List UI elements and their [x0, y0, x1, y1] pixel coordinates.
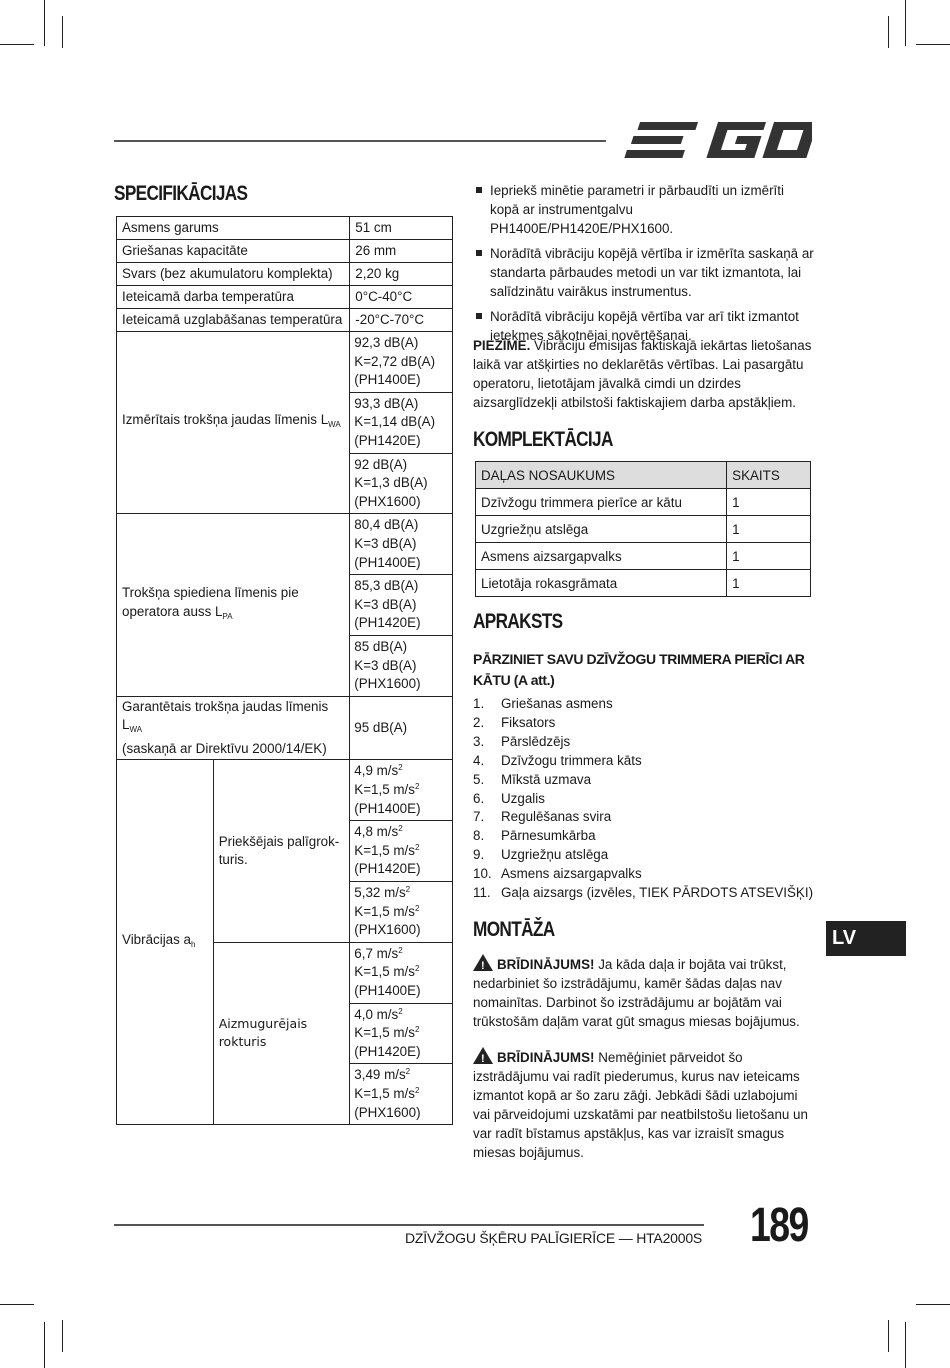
- noise-value: 93,3 dB(A) K=1,14 dB(A) (PH1420E): [350, 392, 453, 453]
- spec-label: Ieteicamā uzglabāšanas temperatūra: [117, 309, 350, 332]
- language-tab: LV: [826, 921, 906, 956]
- spec-notes-list: [475, 181, 815, 351]
- vibration-value: 4,8 $m/s^2$ K=1,5 $m/s^2$ (PH1420E): [350, 821, 453, 882]
- kit-table: [475, 461, 811, 597]
- spec-table: [116, 216, 453, 1125]
- list-item: Norādītā vibrāciju kopējā vērtība var arī tikt izmantot ietekmes sākotnējai novērtēšanai.: [475, 307, 815, 345]
- warning-icon: [473, 954, 493, 971]
- note-label: PIEZĪME.: [473, 338, 531, 353]
- spec-label: Svars (bez akumulatoru komplekta): [117, 263, 350, 286]
- list-item: Norādītā vibrāciju kopējā vērtība ir izmērīta saskaņā ar standarta pārbaudes metodi un var tikt izmantota, lai salīdzinātu vairākus instrumentus.: [475, 244, 815, 301]
- front-handle-label: Priekšējais palīgrok-turis.: [213, 760, 350, 942]
- spec-title: SPECIFIKĀCIJAS: [114, 182, 248, 205]
- list-item: 7. Regulēšanas svira: [473, 809, 612, 825]
- table-row: [476, 570, 811, 597]
- header-rule: [114, 140, 606, 142]
- list-item: 4. Dzīvžogu trimmera kāts: [473, 752, 642, 768]
- spec-label: Asmens garums: [117, 217, 350, 240]
- pressure-value: 85 dB(A) K=3 dB(A) (PHX1600): [350, 635, 453, 696]
- list-item: 6. Uzgalis: [473, 790, 545, 806]
- spec-label: Ieteicamā darba temperatūra: [117, 286, 350, 309]
- table-row: [476, 543, 811, 570]
- noise-value: 92 dB(A) K=1,3 dB(A) (PHX1600): [350, 453, 453, 514]
- note-paragraph: [473, 336, 813, 412]
- crop-mark: [62, 1320, 63, 1352]
- list-item: 8. Pārnesumkārba: [473, 828, 596, 844]
- rear-handle-label: Aizmugurējais rokturis: [213, 942, 350, 1124]
- table-row: [476, 516, 811, 543]
- kit-item: Uzgriežņu atslēga: [476, 516, 727, 543]
- kit-item: Asmens aizsargapvalks: [476, 543, 727, 570]
- crop-mark: [44, 0, 45, 46]
- spec-value: 2,20 kg: [350, 263, 453, 286]
- warning-1: [473, 954, 818, 1031]
- table-row: [117, 263, 453, 286]
- list-item: 5. Mīkstā uzmava: [473, 771, 592, 787]
- crop-mark: [888, 16, 889, 48]
- kit-qty: 1: [727, 543, 811, 570]
- vibration-value: 6,7 $m/s^2$ K=1,5 $m/s^2$ (PH1400E): [350, 942, 453, 1003]
- table-header: [476, 462, 811, 489]
- warning-2: [473, 1047, 818, 1162]
- note-text: Vibrāciju emisijas faktiskajā iekārtas lietošanas laikā var atšķirties no deklarētās vērtības. Lai pasargātu operatoru, lietotājam jāvalkā cimdi un dzirdes aizsarglīdzekļi atbilstoši faktiskajiem darba apstākļiem.: [473, 338, 812, 410]
- apraksts-title: APRAKSTS: [473, 610, 563, 633]
- page-number: 189: [750, 1199, 808, 1252]
- noise-label-text: Izmērītais trokšņa jaudas līmenis L: [122, 411, 329, 427]
- table-row: [117, 760, 453, 821]
- parts-list: [473, 695, 813, 903]
- guaranteed-value: 95 dB(A): [350, 696, 453, 760]
- crop-mark: [0, 44, 34, 45]
- spec-value: 26 mm: [350, 240, 453, 263]
- table-row: [117, 332, 453, 393]
- list-item: 2. Fiksators: [473, 714, 556, 730]
- table-row: [117, 696, 453, 760]
- crop-mark: [0, 1304, 34, 1305]
- kit-qty: 1: [727, 570, 811, 597]
- table-row: [117, 240, 453, 263]
- column-header: DAĻAS NOSAUKUMS: [476, 462, 727, 489]
- kit-qty: 1: [727, 516, 811, 543]
- guaranteed-label: Garantētais trokšņa jaudas līmenis $L_{WA}$ (saskaņā ar Direktīvu 2000/14/EK): [117, 696, 350, 760]
- crop-mark: [62, 16, 63, 48]
- kit-item: Dzīvžogu trimmera pierīce ar kātu: [476, 489, 727, 516]
- list-item: 3. Pārslēdzējs: [473, 733, 571, 749]
- spec-value: 51 cm: [350, 217, 453, 240]
- table-row: [476, 489, 811, 516]
- footer-rule: [114, 1224, 704, 1226]
- apraksts-subtitle: PĀRZINIET SAVU DZĪVŽOGU TRIMMERA PIERĪCI AR KĀTU (A att.): [473, 651, 805, 688]
- table-row: [117, 514, 453, 575]
- warning-icon: [473, 1047, 493, 1064]
- kit-item: Lietotāja rokasgrāmata: [476, 570, 727, 597]
- pressure-label: Trokšņa spiediena līmenis pie operatora auss $L_{PA}$: [117, 514, 350, 696]
- list-item: 10. Asmens aizsargapvalks: [473, 866, 642, 882]
- vibration-value: 4,9 $m/s^2$ K=1,5 $m/s^2$ (PH1400E): [350, 760, 453, 821]
- table-row: [117, 309, 453, 332]
- vibration-value: 3,49 $m/s^2$ K=1,5 $m/s^2$ (PHX1600): [350, 1064, 453, 1125]
- warning-label: BRĪDINĀJUMS!: [497, 957, 595, 972]
- list-item: 1. Griešanas asmens: [473, 696, 613, 711]
- table-row: [117, 286, 453, 309]
- spec-label: Griešanas kapacitāte: [117, 240, 350, 263]
- spec-value: 0°C-40°C: [350, 286, 453, 309]
- noise-label-sub: WA: [328, 419, 341, 429]
- column-header: SKAITS: [727, 462, 811, 489]
- crop-mark: [916, 1304, 950, 1305]
- spec-value: -20°C-70°C: [350, 309, 453, 332]
- kit-qty: 1: [727, 489, 811, 516]
- warning-text: Nemēģiniet pārveidot šo izstrādājumu vai radīt piederumus, kurus nav ieteicams izmantot kopā ar šo zaru zāģi. Jebkādi šādi uzlabojumi vai pārveidojumi uzskatāmi par neatbilstošu lietošanu un var radīt bīstamus apstākļus, kas var izraisīt smagus miesas bojājumus.: [473, 1050, 808, 1160]
- ego-logo: [622, 116, 812, 164]
- crop-mark: [905, 1322, 906, 1368]
- crop-mark: [905, 0, 906, 46]
- vibration-label: Vibrācijas $a_h$: [117, 760, 214, 1125]
- list-item: Iepriekš minētie parametri ir pārbaudīti un izmērīti kopā ar instrumentgalvu PH1400E/PH1420E/PHX1600.: [475, 181, 815, 238]
- vibration-value: 4,0 $m/s^2$ K=1,5 $m/s^2$ (PH1420E): [350, 1003, 453, 1064]
- footer-title: DZĪVŽOGU ŠĶĒRU PALĪGIERĪCE — HTA2000S: [405, 1230, 703, 1246]
- noise-label: [117, 332, 350, 514]
- vibration-value: 5,32 $m/s^2$ K=1,5 $m/s^2$ (PHX1600): [350, 882, 453, 943]
- warning-label: BRĪDINĀJUMS!: [497, 1050, 595, 1065]
- montaza-title: MONTĀŽA: [473, 918, 555, 941]
- kit-title: KOMPLEKTĀCIJA: [473, 428, 613, 451]
- list-item: 9. Uzgriežņu atslēga: [473, 847, 609, 863]
- table-row: [117, 217, 453, 240]
- pressure-value: 85,3 dB(A) K=3 dB(A) (PH1420E): [350, 575, 453, 636]
- list-item: 11. Gaļa aizsargs (izvēles, TIEK PĀRDOTS ATSEVIŠĶI): [473, 885, 814, 901]
- noise-value: 92,3 dB(A) K=2,72 dB(A) (PH1400E): [350, 332, 453, 393]
- crop-mark: [44, 1322, 45, 1368]
- pressure-value: 80,4 dB(A) K=3 dB(A) (PH1400E): [350, 514, 453, 575]
- warning-text: Ja kāda daļa ir bojāta vai trūkst, nedarbiniet šo izstrādājumu, kamēr šādas daļas nav nomainītas. Darbinot šo izstrādājumu ar bojātām vai trūkstošām daļām varat gūt smagus miesas bojājumus.: [473, 957, 800, 1029]
- crop-mark: [916, 44, 950, 45]
- crop-mark: [888, 1320, 889, 1352]
